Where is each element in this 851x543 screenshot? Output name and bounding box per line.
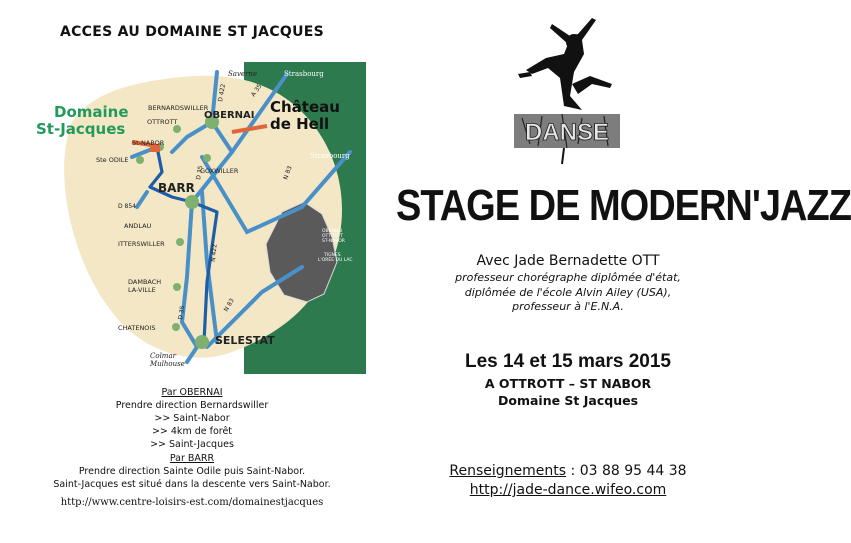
label-dambach: DAMBACH LA-VILLE [128,278,162,294]
contact-label: Renseignements [449,463,567,479]
directions-line: >> Saint-Jacques [150,439,234,450]
label-chateau: Château de Hell [270,98,340,133]
place-line: A OTTROTT – ST NABOR [484,376,652,391]
label-selestat: SELESTAT [215,334,275,347]
label-chatenois: CHATENOIS [118,324,156,332]
directions-barr [0,452,384,491]
credential-line: professeur à l'E.N.A. [512,300,624,313]
label-strasbourg-top: Strasbourg [284,70,324,78]
label-barr: BARR [158,181,195,195]
label-d35-north: D 35 [195,165,205,181]
label-d35-south: D 35 [177,305,187,321]
stage-title: STAGE DE MODERN'JAZZ [396,182,851,231]
label-domaine: Domaine St-Jacques [36,103,129,138]
directions-line: Saint-Jacques est situé dans la descente vers Saint-Nabor. [53,479,331,490]
contact-phone: 03 88 95 44 38 [579,463,687,479]
directions-line: Prendre direction Bernardswiller [115,400,269,411]
directions-line: Prendre direction Sainte Odile puis Saint-Nabor. [78,466,306,477]
label-n83-north: N 83 [282,165,294,181]
event-place [396,375,740,409]
label-n83-south: N 83 [222,297,236,313]
label-andlau: ANDLAU [124,222,152,230]
credential-line: professeur chorégraphe diplômée d'état, [455,271,681,284]
teacher-name: Avec Jade Bernadette OTT [476,253,660,269]
dancer-logo [512,14,624,166]
label-tignes: TIGNES L'ORÉE DU LAC [318,253,353,263]
label-saverne: Saverne [228,70,258,78]
label-colmar: Colmar Mulhouse [150,352,185,368]
access-map [32,62,366,374]
label-strasbourg-right: Strasbourg [310,152,350,160]
contact-info [396,462,740,500]
label-stnabor: St-NABOR [132,139,165,147]
label-steodile: Ste ODILE [96,156,129,164]
directions-line: >> Saint-Nabor [154,413,230,424]
contact-separator: : [566,463,580,479]
label-inset-towns: OBERNAI OTTROTT ST-NABOR [322,229,345,244]
teacher-credentials [396,271,740,315]
contact-website-link[interactable]: http://jade-dance.wifeo.com [469,482,667,498]
access-title: ACCES AU DOMAINE ST JACQUES [59,24,325,40]
credential-line: diplômée de l'école Alvin Ailey (USA), [464,285,672,299]
directions-line: >> 4km de forêt [151,426,233,437]
label-a35: A 35 [249,82,264,99]
label-d422: D 422 [217,83,228,103]
event-dates: Les 14 et 15 mars 2015 [465,351,671,372]
directions-barr-heading: Par BARR [169,453,215,464]
label-bernardswiller: BERNARDSWILLER [148,104,209,112]
place-line: Domaine St Jacques [497,393,639,408]
label-obernai: OBERNAI [204,110,255,121]
logo-danse-text: DANSE [524,119,610,146]
contact-phone-line [396,462,740,481]
directions-obernai [0,386,384,451]
domaine-url[interactable]: http://www.centre-loisirs-est.com/domainestjacques [60,497,324,508]
barr-marker [185,195,199,209]
label-goxwiller: GOXWILLER [200,167,239,175]
directions-obernai-heading: Par OBERNAI [161,387,223,398]
label-n422: N 422 [210,243,219,263]
label-d854: D 854 [118,203,136,210]
label-itterswiller: ITTERSWILLER [118,240,165,248]
label-ottrott: OTTROTT [147,118,178,126]
selestat-marker [195,335,209,349]
